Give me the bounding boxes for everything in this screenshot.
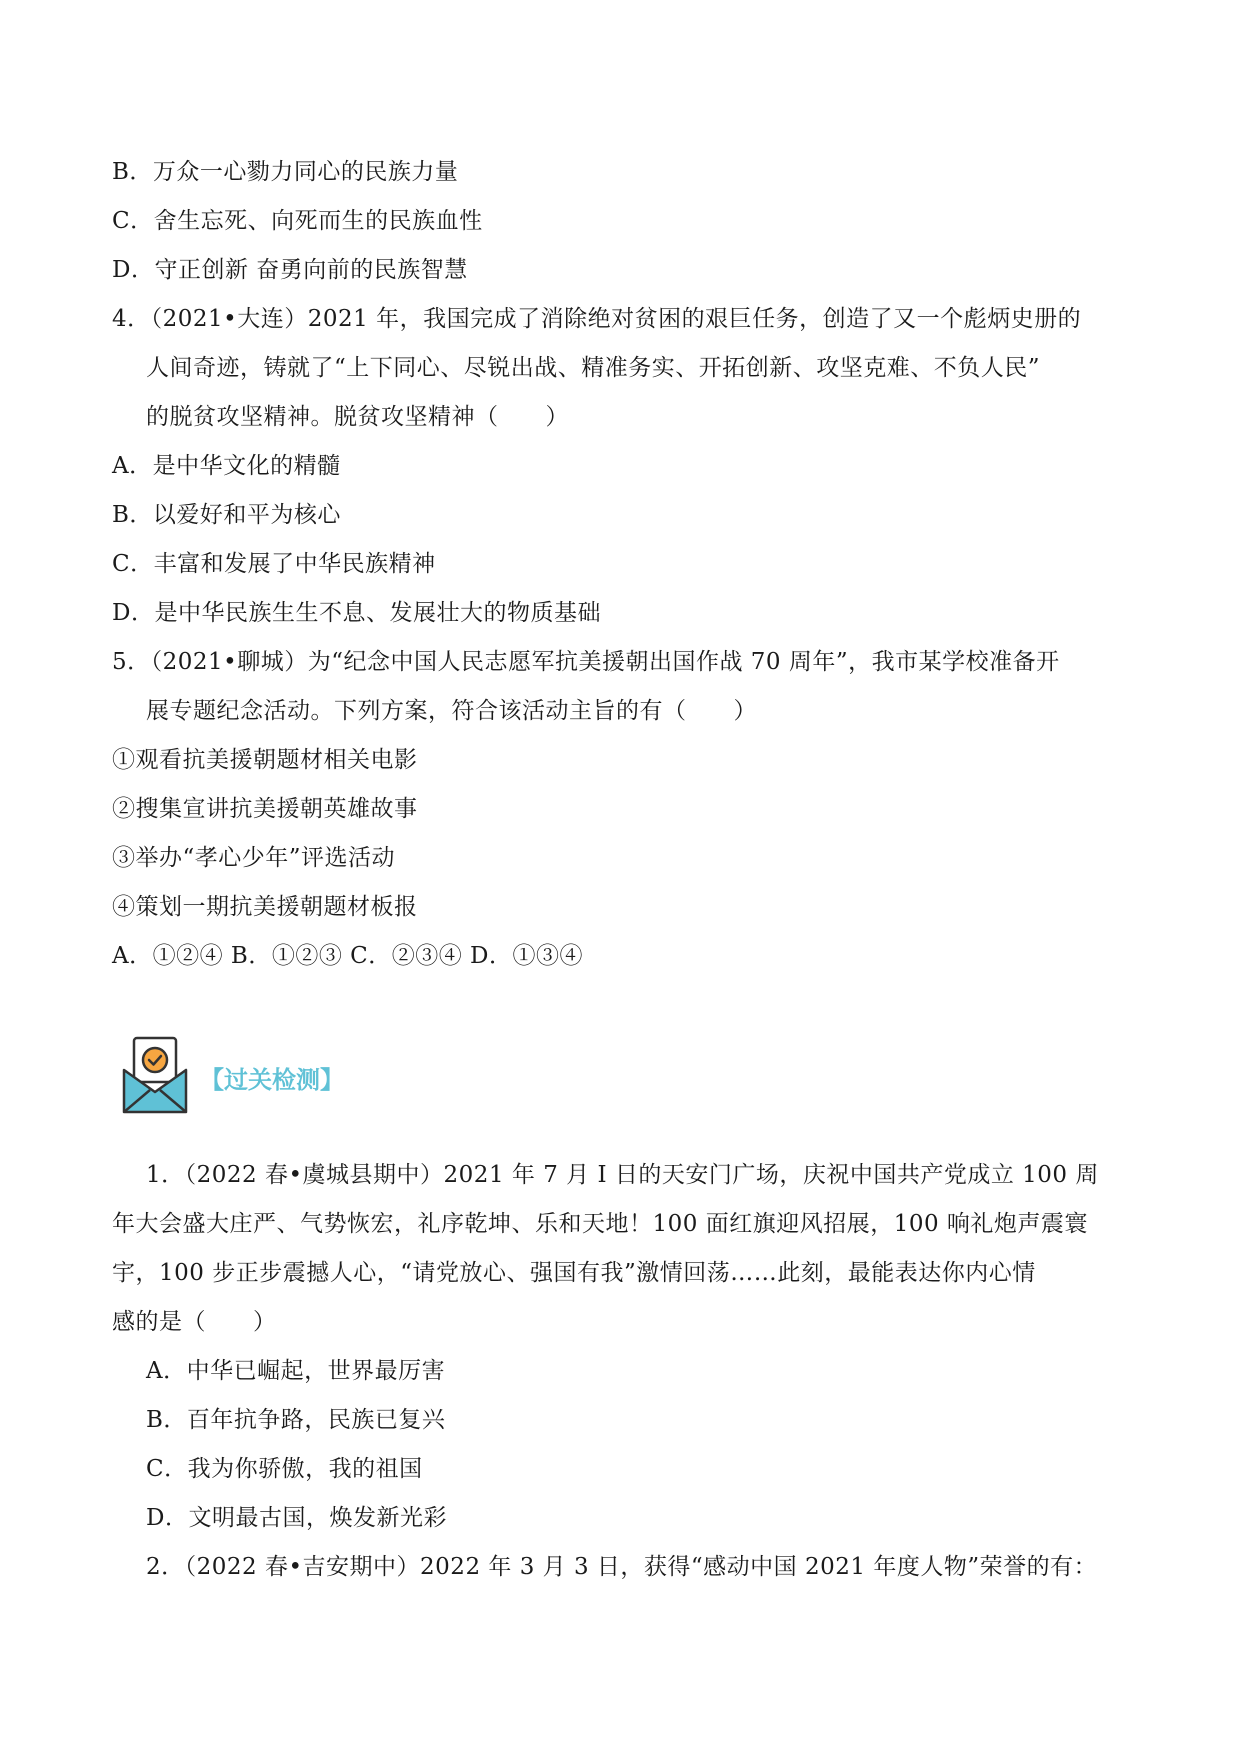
statement-3: ③举办“孝心少年”评选活动 (112, 845, 396, 871)
option-d-line: D．守正创新 奋勇向前的民族智慧 (112, 257, 468, 283)
option-b-line: B．以爱好和平为核心 (112, 502, 341, 528)
option-a-line: A．是中华文化的精髓 (112, 453, 341, 479)
question-4-stem: 4．（2021•大连）2021 年，我国完成了消除绝对贫困的艰巨任务，创造了又一个彪炳史册的 (112, 306, 1082, 332)
section-header (120, 1036, 520, 1116)
question-5-stem: 5．（2021•聊城）为“纪念中国人民志愿军抗美援朝出国作战 70 周年”，我市某学校准备开 (112, 649, 1060, 675)
question-1-stem-cont: 年大会盛大庄严、气势恢宏，礼序乾坤、乐和天地！100 面红旗迎风招展，100 响礼炮声震寰 (112, 1211, 1088, 1237)
question-1-stem: 1．（2022 春•虞城县期中）2021 年 7 月 I 日的天安门广场，庆祝中国共产党成立 100 周 (146, 1162, 1099, 1188)
statement-2: ②搜集宣讲抗美援朝英雄故事 (112, 796, 418, 822)
question-2-stem: 2．（2022 春•吉安期中）2022 年 3 月 3 日，获得“感动中国 2021 年度人物”荣誉的有： (146, 1554, 1098, 1580)
option-d-line: D．是中华民族生生不息、发展壮大的物质基础 (112, 600, 601, 626)
answer-options-line: A．①②④ B．①②③ C．②③④ D．①③④ (112, 943, 583, 969)
envelope-check-icon (120, 1036, 190, 1116)
option-b-line: B．万众一心勠力同心的民族力量 (112, 159, 459, 185)
question-5-stem-cont: 展专题纪念活动。下列方案，符合该活动主旨的有（ ） (146, 698, 757, 724)
option-c-line: C．丰富和发展了中华民族精神 (112, 551, 436, 577)
statement-4: ④策划一期抗美援朝题材板报 (112, 894, 418, 920)
statement-1: ①观看抗美援朝题材相关电影 (112, 747, 418, 773)
option-d-line: D．文明最古国，焕发新光彩 (146, 1505, 447, 1531)
option-c-line: C．舍生忘死、向死而生的民族血性 (112, 208, 483, 234)
question-4-stem-cont: 人间奇迹，铸就了“上下同心、尽锐出战、精准务实、开拓创新、攻坚克难、不负人民” (146, 355, 1041, 381)
option-b-line: B．百年抗争路，民族已复兴 (146, 1407, 446, 1433)
question-1-stem-cont: 感的是（ ） (112, 1309, 277, 1335)
option-c-line: C．我为你骄傲，我的祖国 (146, 1456, 423, 1482)
question-4-stem-cont: 的脱贫攻坚精神。脱贫攻坚精神（ ） (146, 404, 569, 430)
question-1-stem-cont: 宇，100 步正步震撼人心，“请党放心、强国有我”激情回荡……此刻，最能表达你内心情 (112, 1260, 1036, 1286)
section-title: 【过关检测】 (200, 1066, 344, 1094)
option-a-line: A．中华已崛起，世界最厉害 (146, 1358, 446, 1384)
